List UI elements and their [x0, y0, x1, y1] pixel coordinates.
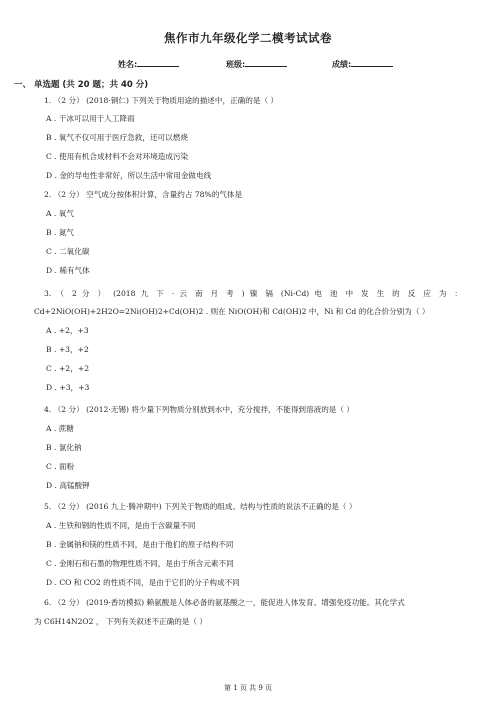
- q5-option-d: D . CO 和 CO2 的性质不同，是由于它们的分子构成不同: [46, 578, 240, 587]
- class-label: 班级:: [226, 60, 246, 69]
- q3-option-a: A . +2，+3: [46, 326, 89, 335]
- q3-option-b: B . +3，+2: [46, 345, 89, 354]
- q2-option-c: C . 二氧化碳: [46, 247, 90, 256]
- page-footer: 第 1 页 共 9 页: [223, 684, 273, 692]
- q4-option-a: A . 蔗糖: [46, 424, 74, 433]
- q1-option-b: B . 氧气不仅可用于医疗急救，还可以燃烧: [46, 133, 188, 142]
- name-label: 姓名:: [118, 60, 138, 69]
- exam-title: 焦作市九年级化学二模考试试卷: [164, 31, 332, 45]
- question-3-continuation: Cd+2NiO(OH)+2H2O=2Ni(OH)2+Cd(OH)2 . 则在 NiO(OH)和 Cd(OH)2 中，Ni 和 Cd 的化合价分别为（ ）: [34, 307, 430, 316]
- q2-option-a: A . 氧气: [46, 209, 74, 218]
- student-info-row: [118, 58, 418, 70]
- question-2-stem: 2. （2 分） 空气成分按体积计算，含量约占 78%的气体是: [44, 190, 243, 199]
- q4-option-d: D . 高锰酸钾: [46, 481, 90, 490]
- q4-option-c: C . 面粉: [46, 462, 75, 471]
- q5-option-a: A . 生铁和钢的性质不同，是由于含碳量不同: [46, 521, 196, 530]
- name-blank: [137, 58, 179, 67]
- score-label: 成绩:: [332, 60, 352, 69]
- class-blank: [245, 58, 287, 67]
- score-blank: [351, 58, 393, 67]
- section-heading: 一、 单选题 (共 20 题；共 40 分): [14, 80, 149, 90]
- q1-option-a: A . 干冰可以用于人工降雨: [46, 114, 135, 123]
- question-4-stem: 4. （2 分） (2012·无锡) 将少量下列物质分别放到水中，充分搅拌，不能得到溶液的是（ ）: [44, 405, 354, 414]
- q1-option-c: C . 使用有机合成材料不会对环境造成污染: [46, 152, 189, 161]
- q2-option-b: B . 氮气: [46, 228, 75, 237]
- q5-option-b: B . 金属钠和镁的性质不同，是由于他们的原子结构不同: [46, 540, 234, 549]
- q5-option-c: C . 金刚石和石墨的物理性质不同，是由于所含元素不同: [46, 559, 234, 568]
- q1-option-d: D . 金的导电性非常好，所以生活中常用金做电线: [46, 171, 212, 180]
- question-6-continuation: 为 C6H14N2O2 ， 下列有关叙述不正确的是（ ）: [34, 617, 208, 626]
- q2-option-d: D . 稀有气体: [46, 266, 90, 275]
- q4-option-b: B . 氯化钠: [46, 443, 82, 452]
- question-1-stem: 1. （2 分） (2018·铜仁) 下列关于物质用途的描述中，正确的是（ ）: [44, 96, 279, 105]
- q3-option-c: C . +2，+2: [46, 364, 90, 373]
- question-6-stem: 6. （2 分） (2019·香坊模拟) 赖氨酸是人体必备的氨基酸之一，能促进人体发育、增强免疫功能。其化学式: [44, 598, 405, 607]
- question-5-stem: 5. （2 分） (2016 九上·腾冲期中) 下列关于物质的组成、结构与性质的说法不正确的是（ ）: [44, 502, 357, 511]
- q3-option-d: D . +3，+3: [46, 383, 90, 392]
- question-3-stem: 3. （ 2 分 ） (2018 九 下 · 云 南 月 考 ) 镍 镉 (Ni-Cd) 电 池 中 发 生 的 反 应 为 ：: [44, 289, 462, 298]
